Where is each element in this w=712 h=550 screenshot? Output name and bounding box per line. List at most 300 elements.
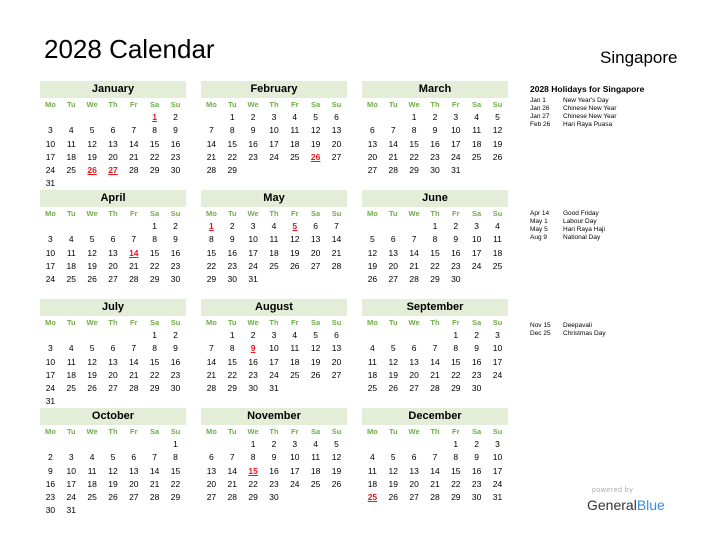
day-cell: 19 <box>87 369 97 380</box>
day-cell: 13 <box>108 356 118 367</box>
day-cell: 22 <box>409 151 419 162</box>
weekday-header: Sa <box>150 100 160 109</box>
blank-cell <box>40 111 61 124</box>
day-cell: 6 <box>110 234 116 245</box>
day-cell: 16 <box>248 138 258 149</box>
day-cell: 27 <box>108 274 118 285</box>
day-cell: 16 <box>430 138 440 149</box>
day-cell: 19 <box>388 478 398 489</box>
day-cell: 13 <box>331 125 342 136</box>
day-cell: 23 <box>248 369 258 380</box>
day-cell: 7 <box>411 234 417 245</box>
day-cell: 12 <box>388 356 398 367</box>
day-cell: 30 <box>248 383 258 394</box>
day-cell: 6 <box>390 234 396 245</box>
day-cell: 23 <box>471 369 482 380</box>
weekday-header: Th <box>269 100 279 109</box>
day-cell: 2 <box>474 439 479 449</box>
day-cell: 5 <box>390 343 396 354</box>
day-cell: 12 <box>87 138 97 149</box>
day-cell: 8 <box>411 125 417 136</box>
day-cell: 19 <box>367 260 378 271</box>
day-cell: 24 <box>269 369 279 380</box>
day-cell: 21 <box>430 369 440 380</box>
weekday-header: Th <box>108 100 118 109</box>
day-cell: 8 <box>432 234 438 245</box>
holiday-date: Jan 27 <box>530 113 550 120</box>
brand-logo <box>587 497 665 513</box>
weekday-header: We <box>86 100 98 109</box>
holiday-row <box>530 97 616 105</box>
day-cell: 7 <box>152 452 157 463</box>
weekday-header: Tu <box>227 100 237 109</box>
day-cell: 22 <box>149 260 160 271</box>
month-title: September <box>362 299 508 316</box>
month-december <box>362 408 508 504</box>
holiday-row <box>530 113 616 121</box>
day-cell: 25 <box>66 165 76 176</box>
day-cell: 31 <box>45 178 56 189</box>
day-cell: 22 <box>451 369 461 380</box>
weekday-header: Fr <box>130 209 138 218</box>
day-cell: 15 <box>170 465 181 476</box>
country-name: Singapore <box>600 48 678 67</box>
day-cell: 6 <box>313 221 318 231</box>
day-cell: 7 <box>131 343 137 354</box>
day-cell: 28 <box>206 383 217 394</box>
day-cell: 13 <box>206 465 217 476</box>
day-cell: 21 <box>129 260 139 271</box>
day-cell: 25 <box>492 260 503 271</box>
day-cell: 22 <box>206 260 217 271</box>
day-cell: 9 <box>48 465 53 476</box>
day-cell: 25 <box>269 260 279 271</box>
month-grid <box>201 207 347 286</box>
blank-cell <box>362 438 383 451</box>
day-cell: 20 <box>129 478 139 489</box>
weekday-header: Mo <box>206 209 217 218</box>
weekday-header: Tu <box>388 209 398 218</box>
blank-cell <box>425 329 446 342</box>
day-cell: 23 <box>45 492 56 503</box>
day-cell: 15 <box>149 247 160 258</box>
day-cell: 28 <box>206 165 217 176</box>
weekday-header: Su <box>170 427 181 436</box>
day-cell: 22 <box>170 478 181 489</box>
weekday-header: Fr <box>291 100 299 109</box>
day-cell: 24 <box>45 165 56 176</box>
day-cell: 19 <box>310 138 321 149</box>
day-cell: 11 <box>368 465 377 476</box>
day-cell: 1 <box>250 439 256 449</box>
day-cell: 3 <box>271 112 277 122</box>
holiday-date: May 1 <box>530 218 548 225</box>
day-cell: 8 <box>152 234 157 245</box>
blank-cell <box>222 438 243 451</box>
day-cell: 20 <box>409 369 419 380</box>
day-cell: 1 <box>432 221 438 231</box>
day-cell: 17 <box>66 478 76 489</box>
day-cell: 15 <box>451 465 461 476</box>
day-cell: 19 <box>87 260 97 271</box>
holiday-date: Jan 1 <box>530 97 546 104</box>
day-cell: 11 <box>290 343 300 354</box>
day-cell: 18 <box>290 138 300 149</box>
blank-cell <box>123 329 144 342</box>
blank-cell <box>362 220 383 233</box>
day-cell: 14 <box>430 356 440 367</box>
day-cell: 9 <box>271 452 277 463</box>
day-cell: 12 <box>310 343 321 354</box>
blank-cell <box>123 220 144 233</box>
day-cell: 3 <box>271 330 277 340</box>
holiday-name: Christmas Day <box>563 330 606 337</box>
day-cell: 29 <box>409 165 419 176</box>
day-cell: 13 <box>331 343 342 354</box>
day-cell: 3 <box>474 221 479 231</box>
weekday-header: Sa <box>150 318 160 327</box>
day-cell: 1 <box>173 439 178 449</box>
holiday-group <box>530 322 606 338</box>
holiday-date: Dec 25 <box>530 330 551 337</box>
month-april <box>40 190 186 286</box>
month-grid <box>40 98 186 191</box>
day-cell: 17 <box>269 356 279 367</box>
month-november <box>201 408 347 504</box>
day-cell: 27 <box>388 274 398 285</box>
blank-cell <box>123 111 144 124</box>
weekday-header: Fr <box>130 100 138 109</box>
blank-cell <box>82 329 103 342</box>
weekday-header: We <box>247 100 259 109</box>
day-cell: 12 <box>87 356 97 367</box>
holiday-name: Good Friday <box>563 210 599 217</box>
day-cell: 5 <box>110 452 116 463</box>
day-cell: 9 <box>432 125 438 136</box>
day-cell: 11 <box>368 356 377 367</box>
day-cell: 14 <box>129 138 139 149</box>
day-cell: 15 <box>409 138 419 149</box>
day-cell: 27 <box>129 492 139 503</box>
day-cell: 12 <box>492 125 503 136</box>
month-grid <box>40 316 186 409</box>
holiday-row <box>530 234 605 242</box>
holiday-day-cell: 1 <box>152 112 157 122</box>
day-cell: 18 <box>66 369 76 380</box>
weekday-header: Th <box>269 209 279 218</box>
day-cell: 10 <box>66 465 76 476</box>
day-cell: 30 <box>227 274 237 285</box>
day-cell: 12 <box>87 247 97 258</box>
day-cell: 28 <box>149 492 160 503</box>
day-cell: 13 <box>129 465 139 476</box>
day-cell: 4 <box>313 439 318 449</box>
month-grid <box>362 316 508 395</box>
day-cell: 30 <box>471 383 482 394</box>
day-cell: 11 <box>311 452 321 463</box>
month-title: June <box>362 190 508 207</box>
day-cell: 10 <box>45 247 56 258</box>
day-cell: 20 <box>331 356 342 367</box>
day-cell: 24 <box>451 151 461 162</box>
day-cell: 10 <box>290 452 300 463</box>
day-cell: 3 <box>292 439 298 449</box>
weekday-header: Tu <box>388 100 398 109</box>
day-cell: 11 <box>66 247 76 258</box>
day-cell: 13 <box>409 465 419 476</box>
blank-cell <box>201 111 222 124</box>
day-cell: 26 <box>388 492 398 503</box>
day-cell: 17 <box>492 356 503 367</box>
holiday-name: Deepavali <box>563 322 592 329</box>
weekday-header: Sa <box>150 209 160 218</box>
holiday-date: Feb 26 <box>530 121 551 128</box>
weekday-header: Sa <box>472 318 482 327</box>
day-cell: 3 <box>48 234 53 245</box>
day-cell: 21 <box>388 151 398 162</box>
weekday-header: Tu <box>227 427 237 436</box>
weekday-header: Su <box>170 100 181 109</box>
day-cell: 30 <box>45 505 56 516</box>
day-cell: 5 <box>495 112 500 122</box>
day-cell: 7 <box>432 343 438 354</box>
holiday-row <box>530 330 606 338</box>
day-cell: 5 <box>313 112 318 122</box>
day-cell: 4 <box>495 221 500 231</box>
weekday-header: Mo <box>45 318 56 327</box>
weekday-header: Su <box>170 209 181 218</box>
day-cell: 4 <box>370 343 375 354</box>
blank-cell <box>404 438 425 451</box>
weekday-header: Mo <box>206 100 217 109</box>
day-cell: 26 <box>388 383 398 394</box>
weekday-header: We <box>247 427 259 436</box>
weekday-header: Sa <box>150 427 160 436</box>
day-cell: 15 <box>451 356 461 367</box>
month-february <box>201 81 347 177</box>
blank-cell <box>61 220 82 233</box>
holiday-name: New Year's Day <box>563 97 609 104</box>
weekday-header: Su <box>331 100 342 109</box>
weekday-header: Fr <box>452 318 460 327</box>
blank-cell <box>383 438 404 451</box>
day-cell: 9 <box>229 234 235 245</box>
day-cell: 16 <box>471 465 482 476</box>
day-cell: 20 <box>108 260 118 271</box>
day-cell: 11 <box>66 138 76 149</box>
weekday-header: Mo <box>367 427 378 436</box>
day-cell: 25 <box>66 274 76 285</box>
day-cell: 6 <box>334 330 339 340</box>
day-cell: 19 <box>108 478 118 489</box>
day-cell: 29 <box>170 492 181 503</box>
day-cell: 15 <box>227 138 237 149</box>
day-cell: 9 <box>250 125 256 136</box>
day-cell: 28 <box>331 260 342 271</box>
day-cell: 24 <box>269 151 279 162</box>
day-cell: 6 <box>334 112 339 122</box>
day-cell: 23 <box>451 260 461 271</box>
blank-cell <box>144 438 165 451</box>
holiday-name: Chinese New Year <box>563 105 617 112</box>
blank-cell <box>82 111 103 124</box>
day-cell: 24 <box>492 369 503 380</box>
weekday-header: Tu <box>66 209 76 218</box>
day-cell: 10 <box>269 343 279 354</box>
weekday-header: Fr <box>130 318 138 327</box>
day-cell: 2 <box>173 112 178 122</box>
day-cell: 19 <box>310 356 321 367</box>
weekday-header: Mo <box>367 209 378 218</box>
weekday-header: Su <box>331 318 342 327</box>
day-cell: 4 <box>68 125 74 136</box>
day-cell: 4 <box>89 452 95 463</box>
day-cell: 5 <box>334 439 339 449</box>
day-cell: 13 <box>310 234 321 245</box>
day-cell: 2 <box>229 221 235 231</box>
holiday-name: Hari Raya Puasa <box>563 121 613 128</box>
weekday-header: Fr <box>291 318 299 327</box>
day-cell: 3 <box>48 343 53 354</box>
weekday-header: Tu <box>388 318 398 327</box>
month-title: March <box>362 81 508 98</box>
month-title: July <box>40 299 186 316</box>
holiday-day-cell: 15 <box>248 465 258 476</box>
day-cell: 22 <box>430 260 440 271</box>
day-cell: 5 <box>390 452 396 463</box>
blank-cell <box>40 220 61 233</box>
month-grid <box>362 207 508 286</box>
month-july <box>40 299 186 409</box>
weekday-header: Th <box>269 318 279 327</box>
day-cell: 18 <box>367 478 378 489</box>
day-cell: 29 <box>149 383 160 394</box>
day-cell: 19 <box>87 151 97 162</box>
day-cell: 4 <box>68 343 74 354</box>
month-grid <box>362 98 508 177</box>
day-cell: 5 <box>89 125 95 136</box>
day-cell: 6 <box>110 125 116 136</box>
weekday-header: Fr <box>291 427 299 436</box>
day-cell: 8 <box>152 125 157 136</box>
weekday-header: We <box>408 100 420 109</box>
weekday-header: Th <box>108 318 118 327</box>
weekday-header: Fr <box>452 209 460 218</box>
weekday-header: Th <box>269 427 279 436</box>
day-cell: 29 <box>149 165 160 176</box>
day-cell: 12 <box>310 125 321 136</box>
day-cell: 26 <box>108 492 118 503</box>
day-cell: 16 <box>471 356 482 367</box>
day-cell: 11 <box>472 125 482 136</box>
day-cell: 17 <box>492 465 503 476</box>
day-cell: 30 <box>170 165 181 176</box>
weekday-header: Th <box>430 427 440 436</box>
blank-cell <box>61 438 82 451</box>
holiday-date: Aug 9 <box>530 234 547 241</box>
day-cell: 22 <box>451 478 461 489</box>
weekday-header: Sa <box>311 100 321 109</box>
day-cell: 8 <box>152 343 157 354</box>
blank-cell <box>123 438 144 451</box>
weekday-header: Mo <box>206 427 217 436</box>
day-cell: 1 <box>453 330 459 340</box>
day-cell: 1 <box>229 112 235 122</box>
day-cell: 14 <box>331 234 342 245</box>
weekday-header: Sa <box>311 318 321 327</box>
day-cell: 4 <box>68 234 74 245</box>
day-cell: 30 <box>471 492 482 503</box>
day-cell: 2 <box>250 112 256 122</box>
weekday-header: Fr <box>452 427 460 436</box>
holiday-day-cell: 25 <box>367 492 378 503</box>
day-cell: 26 <box>290 260 300 271</box>
day-cell: 4 <box>271 221 277 231</box>
month-grid <box>40 207 186 286</box>
day-cell: 14 <box>206 138 217 149</box>
day-cell: 18 <box>87 478 97 489</box>
day-cell: 12 <box>388 465 398 476</box>
holiday-day-cell: 26 <box>87 165 97 176</box>
day-cell: 9 <box>453 234 459 245</box>
day-cell: 12 <box>108 465 118 476</box>
day-cell: 27 <box>331 151 342 162</box>
day-cell: 7 <box>229 452 235 463</box>
weekday-header: Fr <box>130 427 138 436</box>
holiday-date: Apr 14 <box>530 210 550 217</box>
weekday-header: We <box>247 209 259 218</box>
day-cell: 28 <box>388 165 398 176</box>
month-title: August <box>201 299 347 316</box>
weekday-header: We <box>408 318 420 327</box>
blank-cell <box>404 220 425 233</box>
weekday-header: Sa <box>311 209 321 218</box>
day-cell: 26 <box>87 274 97 285</box>
month-grid <box>40 425 186 518</box>
month-september <box>362 299 508 395</box>
blank-cell <box>103 329 124 342</box>
month-grid <box>201 425 347 504</box>
day-cell: 17 <box>248 247 258 258</box>
day-cell: 22 <box>248 478 258 489</box>
day-cell: 30 <box>170 274 181 285</box>
day-cell: 5 <box>89 343 95 354</box>
day-cell: 22 <box>149 151 160 162</box>
day-cell: 16 <box>451 247 461 258</box>
day-cell: 17 <box>45 151 56 162</box>
day-cell: 22 <box>227 151 237 162</box>
day-cell: 10 <box>492 343 503 354</box>
day-cell: 20 <box>206 478 217 489</box>
day-cell: 1 <box>152 330 157 340</box>
day-cell: 6 <box>131 452 137 463</box>
day-cell: 23 <box>227 260 237 271</box>
brand-general: General <box>587 497 637 513</box>
day-cell: 3 <box>453 112 459 122</box>
day-cell: 7 <box>209 343 214 354</box>
weekday-header: Fr <box>291 209 299 218</box>
month-title: October <box>40 408 186 425</box>
day-cell: 23 <box>170 151 181 162</box>
weekday-header: Tu <box>66 427 76 436</box>
day-cell: 31 <box>492 492 503 503</box>
weekday-header: We <box>86 427 98 436</box>
day-cell: 27 <box>310 260 321 271</box>
weekday-header: Th <box>108 427 118 436</box>
weekday-header: Th <box>108 209 118 218</box>
day-cell: 2 <box>271 439 277 449</box>
day-cell: 7 <box>131 125 137 136</box>
